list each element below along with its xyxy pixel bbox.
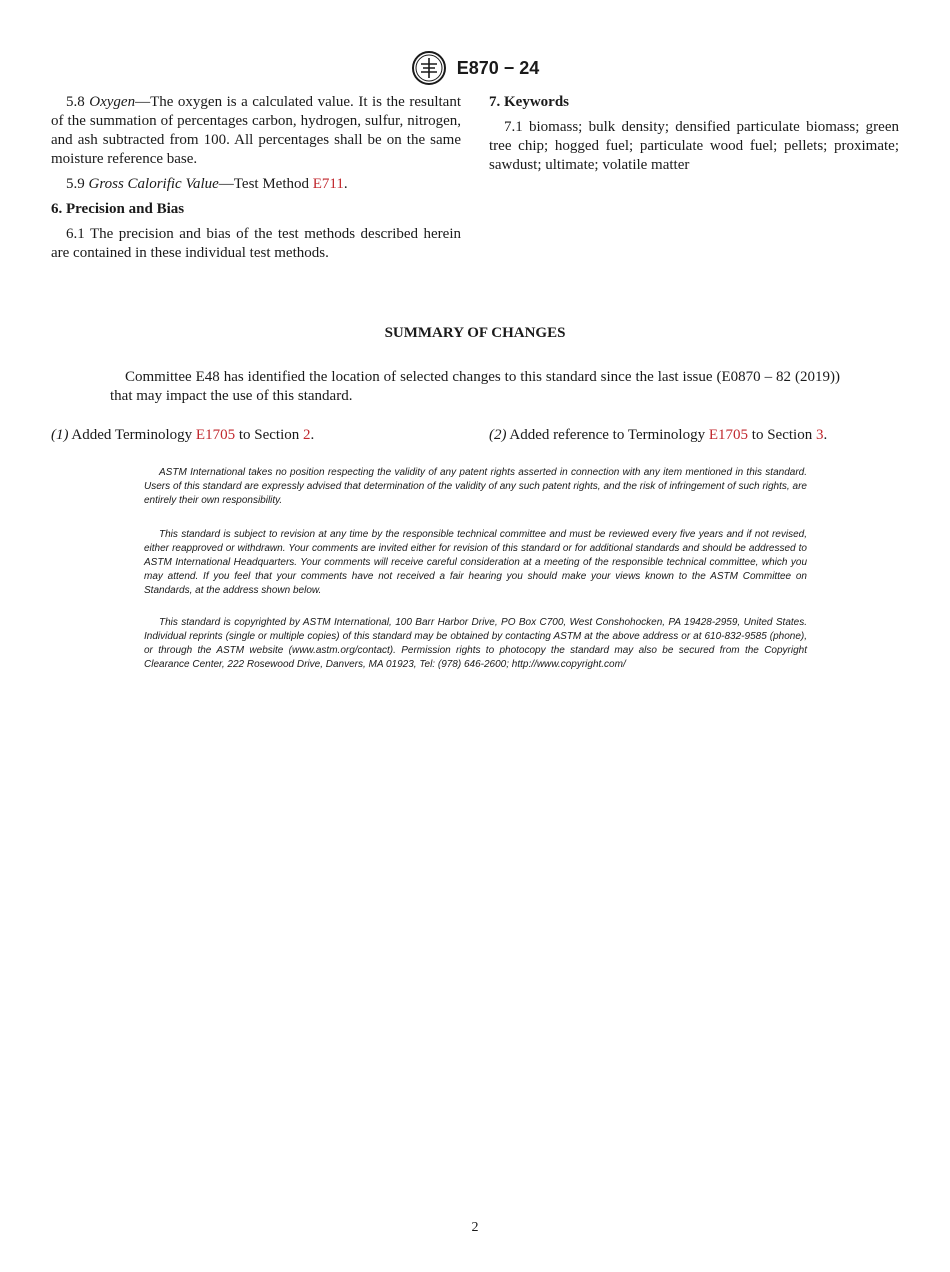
change-text: Added reference to Terminology bbox=[506, 427, 709, 443]
paragraph-text: —Test Method bbox=[218, 176, 313, 192]
link-e1705[interactable]: E1705 bbox=[708, 427, 749, 443]
paragraph-number: 5.9 bbox=[66, 176, 85, 192]
paragraph-term: Oxygen bbox=[89, 94, 136, 110]
paragraph-number: 5.8 bbox=[66, 94, 85, 110]
link-section-3[interactable]: 3 bbox=[815, 427, 824, 443]
change-item-1 bbox=[51, 426, 314, 445]
paragraph-7-1: 7.1 biomass; bulk density; densified particulate biomass; green tree chip; hogged fuel; particulate wood fuel; pellets; proximate; sawdust; ultimate; volatile matter bbox=[489, 119, 899, 173]
change-text: to Section bbox=[748, 427, 816, 443]
standard-designation: E870 − 24 bbox=[456, 57, 540, 78]
change-number: (2) bbox=[489, 427, 507, 443]
section-6-heading: 6. Precision and Bias bbox=[51, 201, 185, 217]
section-7-heading: 7. Keywords bbox=[489, 94, 569, 110]
link-e1705[interactable]: E1705 bbox=[195, 427, 236, 443]
page-number: 2 bbox=[471, 1220, 479, 1235]
change-number: (1) bbox=[51, 427, 69, 443]
paragraph-5-9 bbox=[51, 175, 461, 194]
link-section-2[interactable]: 2 bbox=[303, 427, 311, 443]
paragraph-6-1: 6.1 The precision and bias of the test methods described herein are contained in these individual test methods. bbox=[51, 226, 461, 261]
change-text: to Section bbox=[235, 427, 304, 443]
astm-logo-icon bbox=[411, 50, 447, 86]
link-e711[interactable]: E711 bbox=[312, 176, 344, 192]
patent-notice: ASTM International takes no position respecting the validity of any patent rights asserted in connection with any item mentioned in this standard. Users of this standard are expressly advised that determination of the validity of any such patent rights, and the risk of infringement of such rights, are entirely their own responsibility. bbox=[144, 467, 807, 506]
right-column bbox=[489, 93, 899, 181]
summary-title: SUMMARY OF CHANGES bbox=[384, 325, 566, 341]
change-end: . bbox=[823, 427, 828, 443]
paragraph-end: . bbox=[343, 176, 348, 192]
change-item-2 bbox=[489, 426, 827, 445]
left-column bbox=[51, 93, 461, 269]
copyright-notice: This standard is copyrighted by ASTM International, 100 Barr Harbor Drive, PO Box C700, West Conshohocken, PA 19428-2959, United States. Individual reprints (single or multiple copies) of this standard may be obtained by contacting ASTM at the above address or at 610-832-9585 (phone), or through the ASTM website (www.astm.org/contact). Permission rights to photocopy the standard may also be secured from the Copyright Clearance Center, 222 Rosewood Drive, Danvers, MA 01923, Tel: (978) 646-2600; http://www.copyright.com/ bbox=[144, 617, 807, 670]
paragraph-text: —The oxygen is a calculated value. It is the resultant of the summation of percentages carbon, hydrogen, sulfur, nitrogen, and ash subtracted from 100. All percentages shall be on the same moisture reference base. bbox=[51, 94, 461, 167]
change-end: . bbox=[310, 427, 315, 443]
revision-notice: This standard is subject to revision at any time by the responsible technical committee and must be reviewed every five years and if not revised, either reapproved or withdrawn. Your comments are invited either for revision of this standard or for additional standards and should be addressed to ASTM International Headquarters. Your comments will receive careful consideration at a meeting of the responsible technical committee, which you may attend. If you feel that your comments have not received a fair hearing you should make your views known to the ASTM Committee on Standards, at the address shown below. bbox=[144, 529, 807, 596]
paragraph-5-8 bbox=[51, 93, 461, 169]
paragraph-term: Gross Calorific Value bbox=[88, 176, 219, 192]
page-header bbox=[0, 50, 950, 86]
change-text: Added Terminology bbox=[68, 427, 196, 443]
summary-body: Committee E48 has identified the location of selected changes to this standard since the last issue (E0870 – 82 (2019)) that may impact the use of this standard. bbox=[110, 369, 840, 404]
